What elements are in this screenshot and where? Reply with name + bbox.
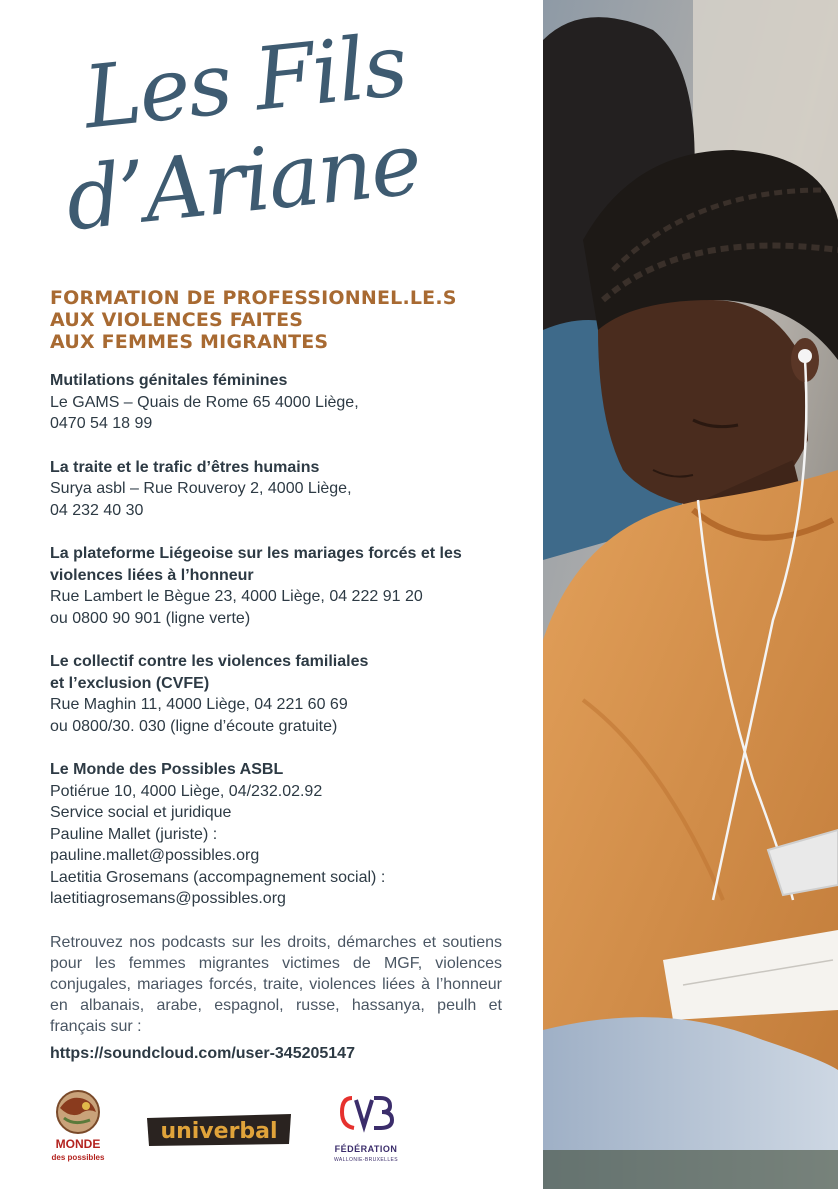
fwb-emblem-icon <box>326 1092 406 1144</box>
title-line-1: Les Fils <box>79 15 411 149</box>
contact-heading: violences liées à l’honneur <box>50 566 254 584</box>
contact-line: ou 0800/30. 030 (ligne d’écoute gratuite) <box>50 717 338 735</box>
contact-line: Surya asbl – Rue Rouveroy 2, 4000 Liège, <box>50 480 352 497</box>
contact-heading: La traite et le trafic d’êtres humains <box>50 458 320 476</box>
monde-logo-word: MONDE <box>55 1137 101 1151</box>
contact-line: Service social et juridique <box>50 804 232 821</box>
contact-line: Potiérue 10, 4000 Liège, 04/232.02.92 <box>50 782 323 800</box>
contact-gams <box>50 370 520 435</box>
monde-logo-subword: des possibles <box>51 1153 105 1162</box>
contact-line: 0470 54 18 99 <box>50 415 153 432</box>
contact-surya <box>50 457 520 522</box>
contact-plateforme <box>50 543 520 629</box>
cover-photo <box>543 0 838 1189</box>
contact-line: Rue Maghin 11, 4000 Liège, 04 221 60 69 <box>50 696 348 713</box>
grass <box>543 1150 838 1189</box>
contact-cvfe <box>50 651 520 737</box>
contact-heading: Le Monde des Possibles ASBL <box>50 761 284 778</box>
contact-line: Rue Lambert le Bègue 23, 4000 Liège, 04 222 91 20 <box>50 588 423 605</box>
flyer-subtitle <box>50 287 530 353</box>
podcast-link[interactable]: https://soundcloud.com/user-345205147 <box>50 1045 355 1062</box>
univerbal-logo-word: univerbal <box>160 1119 278 1144</box>
subtitle-line: FORMATION DE PROFESSIONNEL.LE.S <box>50 287 457 309</box>
subtitle-line: AUX VIOLENCES FAITES <box>50 309 304 331</box>
title-line-2: d’Ariane <box>61 113 425 251</box>
monde-possibles-logo <box>46 1088 110 1168</box>
contact-email[interactable]: pauline.mallet@possibles.org <box>50 847 260 864</box>
contact-line: Pauline Mallet (juriste) : <box>50 825 218 843</box>
contact-line: 04 232 40 30 <box>50 501 144 519</box>
subtitle-line: AUX FEMMES MIGRANTES <box>50 331 329 353</box>
fwb-logo-word: FÉDÉRATION <box>334 1144 398 1154</box>
contact-heading: et l’exclusion (CVFE) <box>50 674 210 692</box>
contact-line: Laetitia Grosemans (accompagnement social) : <box>50 868 386 886</box>
contact-heading: La plateforme Liégeoise sur les mariages forcés et les <box>50 545 462 562</box>
contact-line: ou 0800 90 901 (ligne verte) <box>50 609 251 627</box>
contact-heading: Le collectif contre les violences familiales <box>50 653 369 670</box>
fwb-logo <box>326 1092 406 1172</box>
contact-line: Le GAMS – Quais de Rome 65 4000 Liège, <box>50 393 359 411</box>
contact-email[interactable]: laetitiagrosemans@possibles.org <box>50 890 286 907</box>
univerbal-logo <box>145 1112 293 1148</box>
flyer-title <box>61 15 482 286</box>
contact-list <box>50 370 520 932</box>
fwb-logo-subword: WALLONIE-BRUXELLES <box>334 1157 398 1163</box>
podcast-paragraph: Retrouvez nos podcasts sur les droits, démarches et soutiens pour les femmes migrantes victimes de MGF, violences conjugales, mariages forcés, traite, violences liées à l’honneur en albanais, arabe, espagnol, russe, hassanya, peulh et français sur : <box>50 934 502 1035</box>
earbud-icon <box>798 349 812 363</box>
contact-heading: Mutilations génitales féminines <box>50 372 288 389</box>
contact-monde-possibles <box>50 759 520 910</box>
